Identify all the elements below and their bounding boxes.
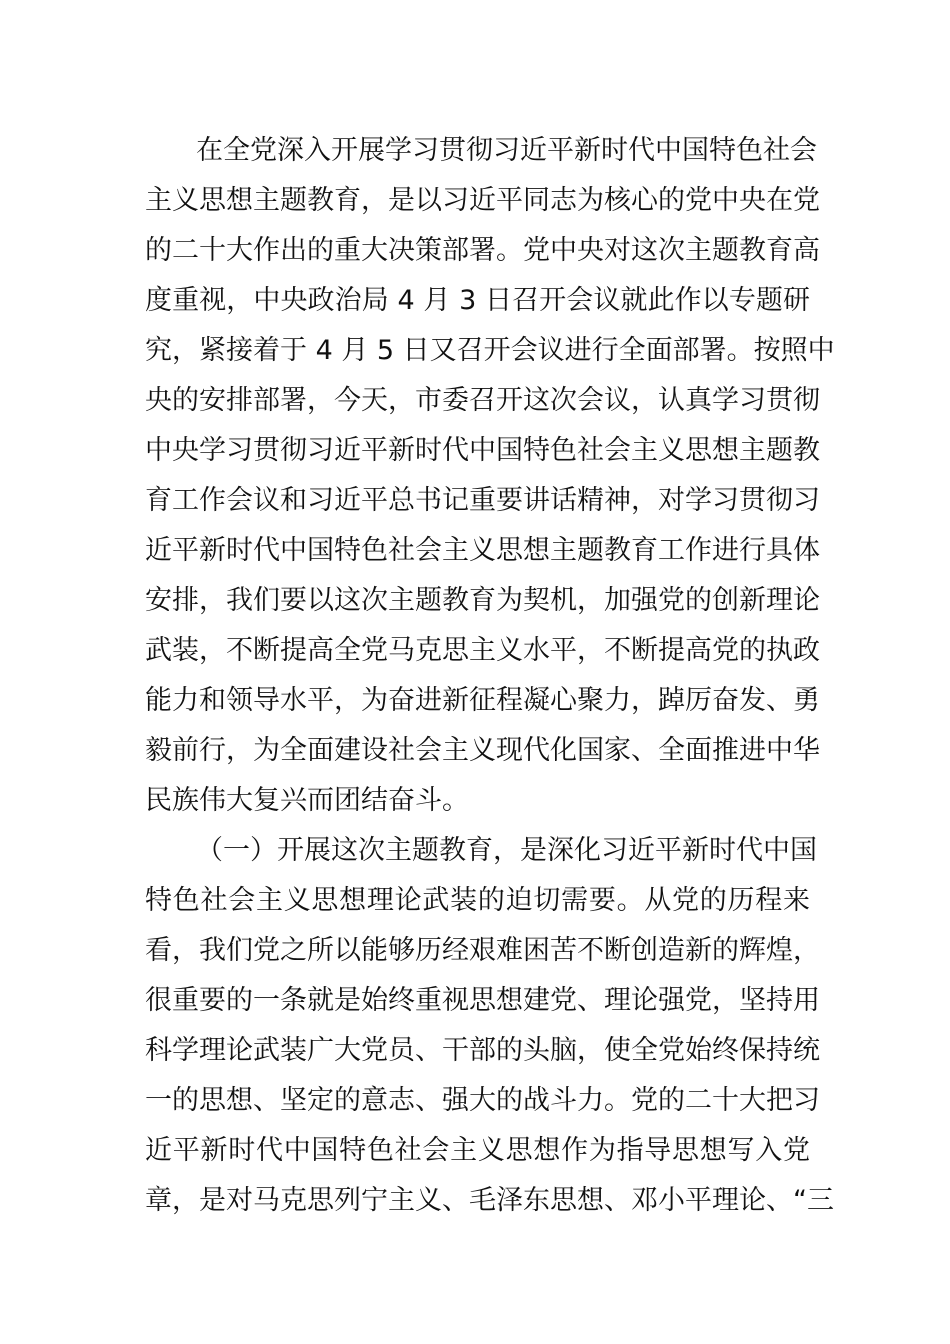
text-line: 的二十大作出的重大决策部署。党中央对这次主题教育高 (145, 235, 820, 266)
text-line: 在全党深入开展学习贯彻习近平新时代中国特色社会 (196, 135, 817, 166)
text-line: 度重视，中央政治局 4 月 3 日召开会议就此作以专题研 (145, 285, 810, 316)
text-line: 章，是对马克思列宁主义、毛泽东思想、邓小平理论、“三 (145, 1185, 834, 1216)
text-line: 特色社会主义思想理论武装的迫切需要。从党的历程来 (145, 885, 810, 916)
text-line: （一）开展这次主题教育，是深化习近平新时代中国 (196, 835, 817, 866)
text-line: 中央学习贯彻习近平新时代中国特色社会主义思想主题教 (145, 435, 820, 466)
text-line: 安排，我们要以这次主题教育为契机，加强党的创新理论 (145, 585, 820, 616)
text-line: 主义思想主题教育，是以习近平同志为核心的党中央在党 (145, 185, 820, 216)
text-line: 能力和领导水平，为奋进新征程凝心聚力，踔厉奋发、勇 (145, 685, 820, 716)
text-line: 民族伟大复兴而团结奋斗。 (145, 785, 469, 816)
text-line: 近平新时代中国特色社会主义思想作为指导思想写入党 (145, 1135, 810, 1166)
paragraph-section-one (145, 826, 834, 1226)
text-line: 究，紧接着于 4 月 5 日又召开会议进行全面部署。按照中 (145, 335, 835, 366)
text-line: 毅前行，为全面建设社会主义现代化国家、全面推进中华 (145, 735, 820, 766)
text-line: 近平新时代中国特色社会主义思想主题教育工作进行具体 (145, 535, 820, 566)
text-line: 很重要的一条就是始终重视思想建党、理论强党，坚持用 (145, 985, 820, 1016)
text-line: 科学理论武装广大党员、干部的头脑，使全党始终保持统 (145, 1035, 820, 1066)
text-line: 育工作会议和习近平总书记重要讲话精神，对学习贯彻习 (145, 485, 820, 516)
text-line: 武装，不断提高全党马克思主义水平，不断提高党的执政 (145, 635, 820, 666)
text-line: 看，我们党之所以能够历经艰难困苦不断创造新的辉煌， (145, 935, 820, 966)
text-line: 一的思想、坚定的意志、强大的战斗力。党的二十大把习 (145, 1085, 820, 1116)
paragraph-intro (145, 126, 835, 826)
text-line: 央的安排部署，今天，市委召开这次会议，认真学习贯彻 (145, 385, 820, 416)
